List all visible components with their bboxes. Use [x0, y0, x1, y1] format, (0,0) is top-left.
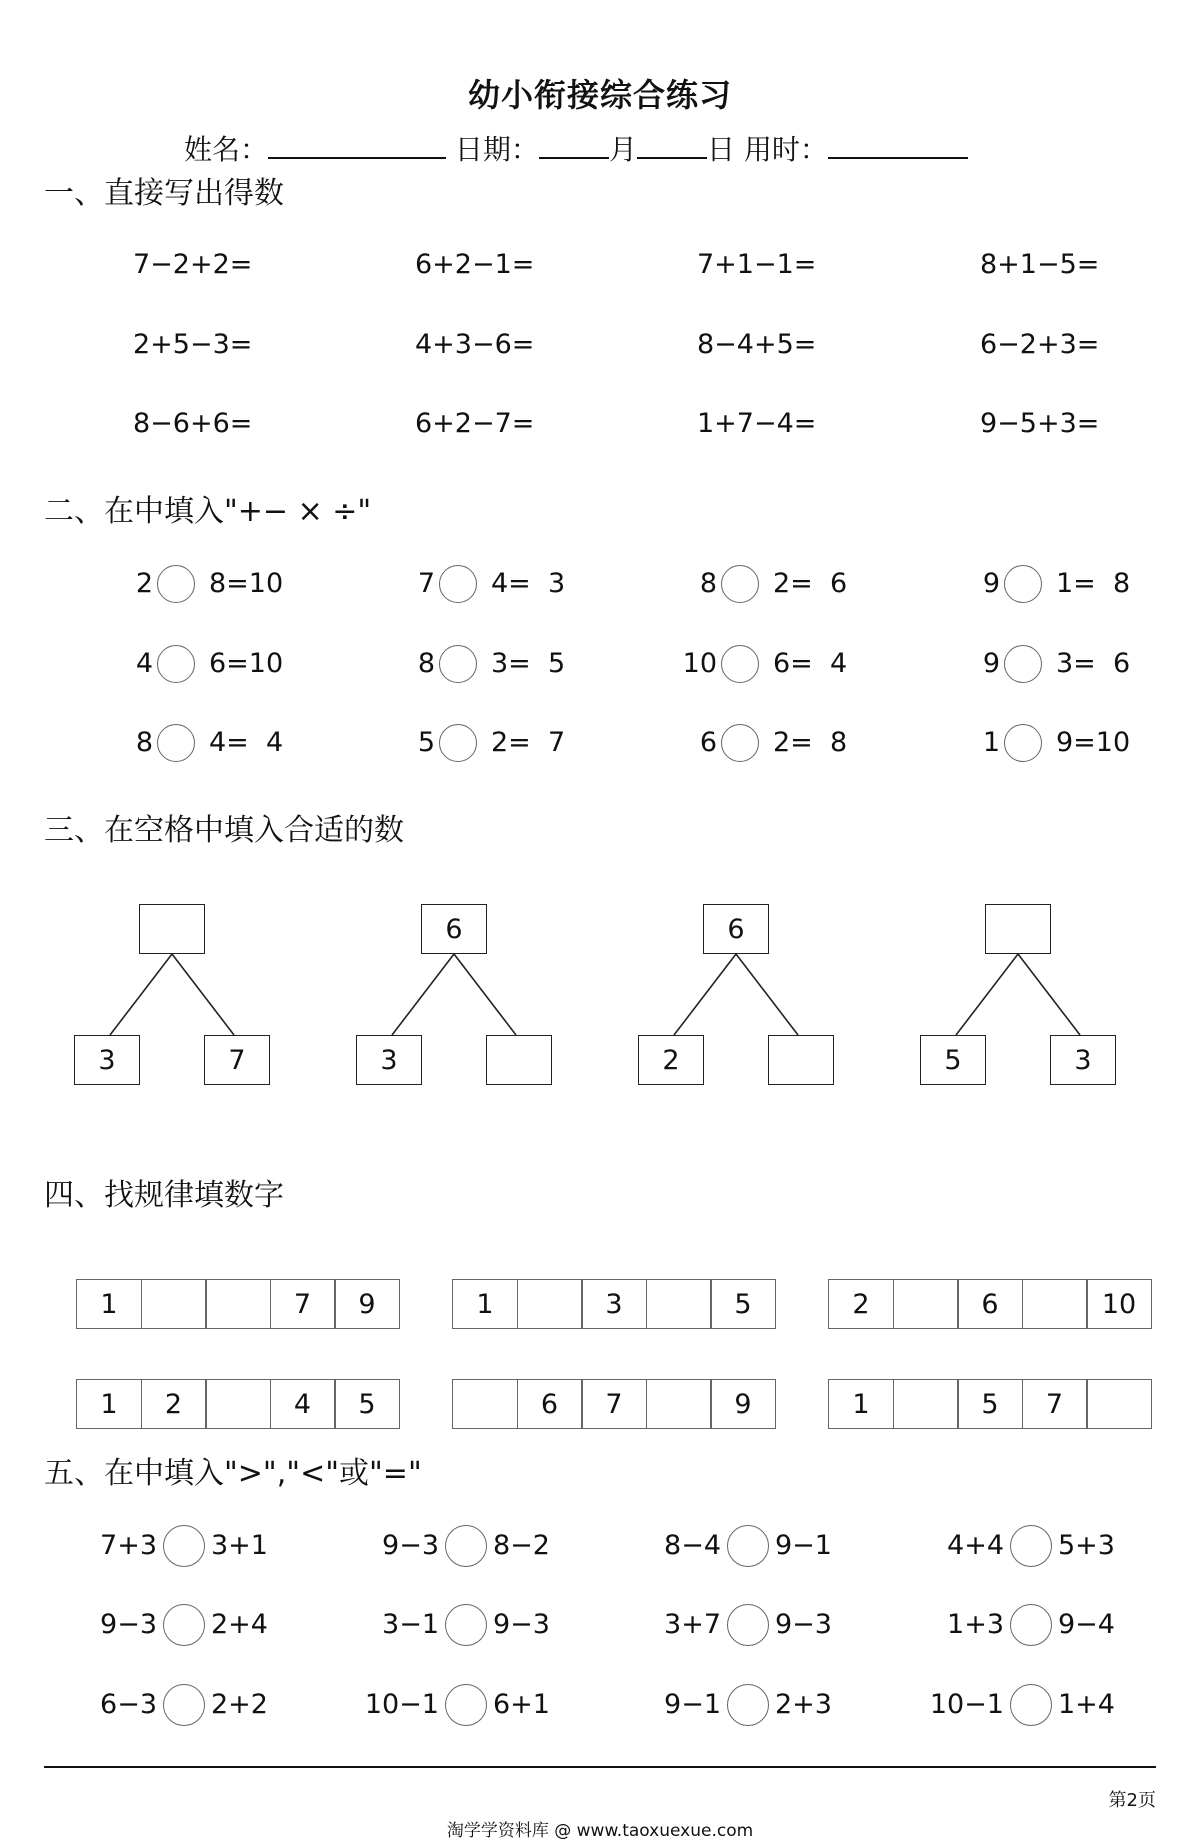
compare-left-expr: 3−1: [382, 1609, 439, 1640]
operand-left: 9: [982, 648, 1000, 679]
comparison-circle[interactable]: [445, 1525, 487, 1567]
tree-right-box: 7: [204, 1035, 270, 1085]
name-label: 姓名：: [184, 133, 269, 166]
sequence-cell: 10: [1086, 1279, 1152, 1329]
tree-left-box: 3: [356, 1035, 422, 1085]
operand-left: 5: [417, 727, 435, 758]
tree-top-box[interactable]: [985, 904, 1051, 954]
day-label: 日: [706, 133, 735, 166]
expression-item: 6−2+3=: [980, 329, 1100, 360]
page-number: 第2页: [1108, 1790, 1156, 1811]
compare-left-expr: 9−1: [664, 1689, 721, 1720]
tree-top-box[interactable]: [139, 904, 205, 954]
compare-right-expr: 9−1: [775, 1530, 832, 1561]
tree-right-box[interactable]: [486, 1035, 552, 1085]
operand-right-result: 2= 6: [773, 568, 848, 599]
sequence-cell: 1: [76, 1279, 142, 1329]
tree-branch-line: [172, 954, 234, 1035]
sequence-cell: 2: [828, 1279, 894, 1329]
expression-item: 2+5−3=: [133, 329, 253, 360]
operand-right-result: 2= 8: [773, 727, 848, 758]
sequence-cell[interactable]: [205, 1279, 271, 1329]
section-5-heading: 五、在中填入">","<"或"=": [44, 1456, 422, 1491]
sequence-cell[interactable]: [452, 1379, 518, 1429]
compare-right-expr: 8−2: [493, 1530, 550, 1561]
expression-item: 6+2−7=: [415, 408, 535, 439]
tree-top-box: 6: [703, 904, 769, 954]
operand-right-result: 2= 7: [491, 727, 566, 758]
sequence-cell[interactable]: [1022, 1279, 1088, 1329]
compare-right-expr: 2+4: [211, 1609, 268, 1640]
compare-left-expr: 8−4: [664, 1530, 721, 1561]
comparison-circle[interactable]: [1010, 1525, 1052, 1567]
operand-left: 7: [417, 568, 435, 599]
expression-item: 6+2−1=: [415, 249, 535, 280]
sequence-cell[interactable]: [205, 1379, 271, 1429]
operand-right-result: 8=10: [209, 568, 284, 599]
sequence-cell: 5: [957, 1379, 1023, 1429]
sequence-cell[interactable]: [1086, 1379, 1152, 1429]
operand-right-result: 4= 3: [491, 568, 566, 599]
compare-right-expr: 5+3: [1058, 1530, 1115, 1561]
expression-item: 1+7−4=: [697, 408, 817, 439]
operand-left: 2: [135, 568, 153, 599]
operand-right-result: 6=10: [209, 648, 284, 679]
compare-left-expr: 7+3: [100, 1530, 157, 1561]
sequence-cell: 5: [710, 1279, 776, 1329]
page-title: 幼小衔接综合练习: [467, 76, 732, 114]
operand-left: 8: [699, 568, 717, 599]
compare-left-expr: 1+3: [947, 1609, 1004, 1640]
comparison-circle[interactable]: [727, 1684, 769, 1726]
comparison-circle[interactable]: [163, 1684, 205, 1726]
section-2-heading: 二、在中填入"+− × ÷": [44, 494, 372, 529]
tree-top-box: 6: [421, 904, 487, 954]
comparison-circle[interactable]: [445, 1684, 487, 1726]
sequence-cell[interactable]: [893, 1279, 959, 1329]
time-label: 用时：: [743, 133, 828, 166]
tree-branch-line: [736, 954, 798, 1035]
comparison-circle[interactable]: [727, 1604, 769, 1646]
compare-right-expr: 1+4: [1058, 1689, 1115, 1720]
sequence-cell[interactable]: [517, 1279, 583, 1329]
operand-left: 1: [982, 727, 1000, 758]
sequence-cell: 6: [517, 1379, 583, 1429]
sequence-cell: 7: [1022, 1379, 1088, 1429]
operand-left: 4: [135, 648, 153, 679]
tree-branch-line: [454, 954, 516, 1035]
section-4-heading: 四、找规律填数字: [44, 1178, 284, 1213]
site-watermark: 淘学学资料库 @ www.taoxuexue.com: [446, 1821, 754, 1841]
compare-left-expr: 10−1: [364, 1689, 439, 1720]
operand-right-result: 3= 6: [1056, 648, 1131, 679]
operand-right-result: 9=10: [1056, 727, 1131, 758]
section-3-heading: 三、在空格中填入合适的数: [44, 813, 404, 848]
operand-left: 10: [682, 648, 717, 679]
operand-left: 6: [699, 727, 717, 758]
compare-left-expr: 4+4: [947, 1530, 1004, 1561]
sequence-cell[interactable]: [141, 1279, 207, 1329]
sequence-cell: 1: [76, 1379, 142, 1429]
sequence-cell: 9: [334, 1279, 400, 1329]
comparison-circle[interactable]: [727, 1525, 769, 1567]
tree-left-box: 2: [638, 1035, 704, 1085]
compare-right-expr: 2+2: [211, 1689, 268, 1720]
expression-item: 7+1−1=: [697, 249, 817, 280]
tree-branch-line: [1018, 954, 1080, 1035]
sequence-cell[interactable]: [646, 1279, 712, 1329]
expression-item: 9−5+3=: [980, 408, 1100, 439]
compare-right-expr: 9−3: [493, 1609, 550, 1640]
tree-branch-line: [674, 954, 736, 1035]
sequence-cell[interactable]: [893, 1379, 959, 1429]
sequence-cell: 1: [452, 1279, 518, 1329]
compare-left-expr: 9−3: [382, 1530, 439, 1561]
comparison-circle[interactable]: [163, 1604, 205, 1646]
sequence-cell: 2: [141, 1379, 207, 1429]
tree-left-box: 3: [74, 1035, 140, 1085]
sequence-cell: 7: [270, 1279, 336, 1329]
comparison-circle[interactable]: [163, 1525, 205, 1567]
tree-left-box: 5: [920, 1035, 986, 1085]
compare-left-expr: 6−3: [100, 1689, 157, 1720]
section-1-heading: 一、直接写出得数: [44, 176, 284, 211]
expression-item: 7−2+2=: [133, 249, 253, 280]
sequence-cell: 5: [334, 1379, 400, 1429]
expression-item: 8−6+6=: [133, 408, 253, 439]
operand-right-result: 3= 5: [491, 648, 566, 679]
compare-left-expr: 9−3: [100, 1609, 157, 1640]
date-label: 日期：: [454, 133, 539, 166]
compare-right-expr: 2+3: [775, 1689, 832, 1720]
operand-left: 8: [135, 727, 153, 758]
comparison-circle[interactable]: [1010, 1604, 1052, 1646]
tree-branch-line: [110, 954, 172, 1035]
sequence-cell: 4: [270, 1379, 336, 1429]
compare-left-expr: 3+7: [664, 1609, 721, 1640]
comparison-circle[interactable]: [445, 1604, 487, 1646]
sequence-cell: 6: [957, 1279, 1023, 1329]
sequence-cell: 3: [581, 1279, 647, 1329]
month-label: 月: [608, 133, 637, 166]
expression-item: 8+1−5=: [980, 249, 1100, 280]
compare-left-expr: 10−1: [929, 1689, 1004, 1720]
sequence-cell: 1: [828, 1379, 894, 1429]
footer-divider: [44, 1766, 1156, 1768]
operand-right-result: 1= 8: [1056, 568, 1131, 599]
compare-right-expr: 9−3: [775, 1609, 832, 1640]
operand-left: 9: [982, 568, 1000, 599]
tree-branch-line: [392, 954, 454, 1035]
operand-left: 8: [417, 648, 435, 679]
compare-right-expr: 3+1: [211, 1530, 268, 1561]
expression-item: 8−4+5=: [697, 329, 817, 360]
comparison-circle[interactable]: [1010, 1684, 1052, 1726]
sequence-cell: 7: [581, 1379, 647, 1429]
compare-right-expr: 9−4: [1058, 1609, 1115, 1640]
operand-right-result: 6= 4: [773, 648, 848, 679]
sequence-cell: 9: [710, 1379, 776, 1429]
compare-right-expr: 6+1: [493, 1689, 550, 1720]
tree-right-box[interactable]: [768, 1035, 834, 1085]
expression-item: 4+3−6=: [415, 329, 535, 360]
sequence-cell[interactable]: [646, 1379, 712, 1429]
operand-right-result: 4= 4: [209, 727, 284, 758]
tree-right-box: 3: [1050, 1035, 1116, 1085]
tree-branch-line: [956, 954, 1018, 1035]
